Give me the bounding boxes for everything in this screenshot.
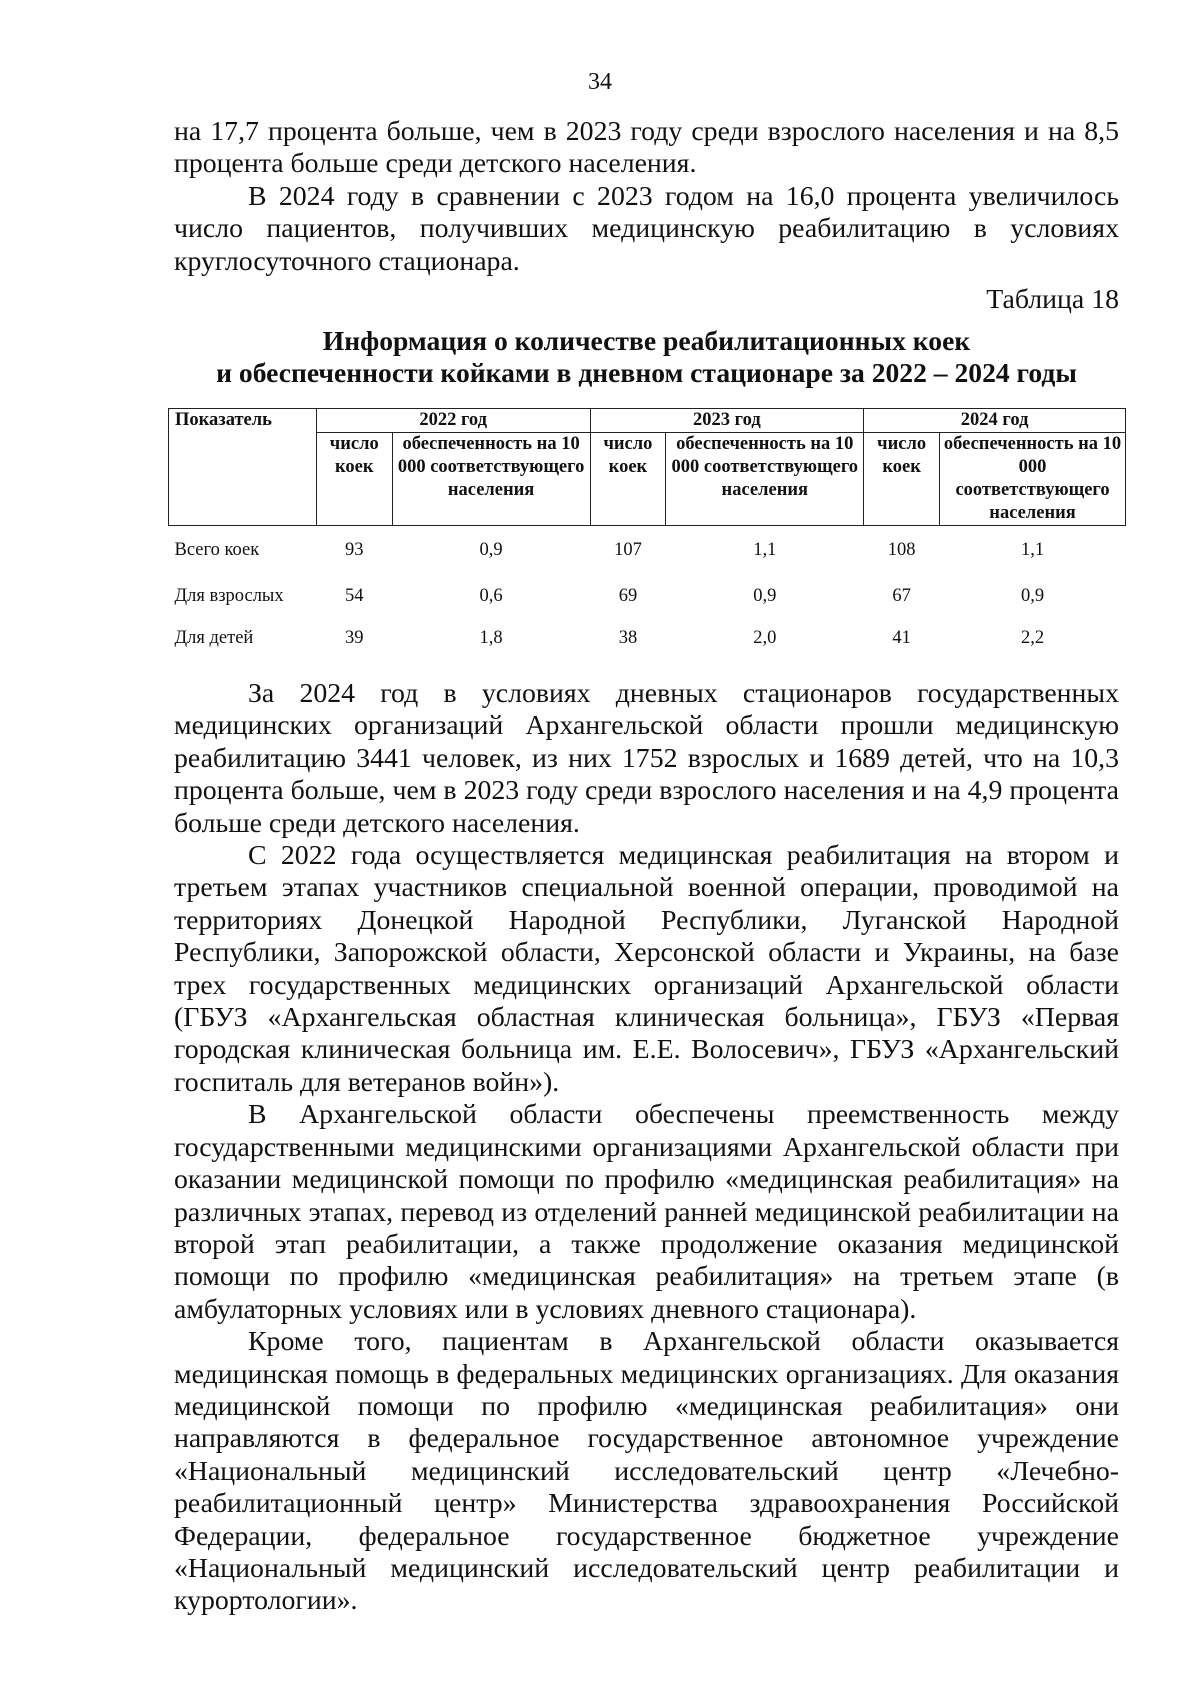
table-title-line-2: и обеспеченности койками в дневном стационаре за 2022 – 2024 годы xyxy=(216,357,1077,389)
intro-block xyxy=(174,116,1119,278)
header-year-2022: 2022 год xyxy=(316,408,590,432)
cell: 108 xyxy=(887,540,916,561)
cell: 1,1 xyxy=(753,540,777,561)
cell: 0,9 xyxy=(753,585,777,606)
cell: 39 xyxy=(344,627,364,648)
cell: 38 xyxy=(618,627,638,648)
subheader-count-2024: число коек xyxy=(864,432,940,525)
subheader-count-2022: число коек xyxy=(316,432,392,525)
subheader-ratio-2022: обеспеченность на 10 000 соответствующего населения xyxy=(392,432,590,525)
table-header-row xyxy=(169,408,1126,432)
subheader-ratio-2024: обеспеченность на 10 000 соответствующего населения xyxy=(940,432,1126,525)
beds-table xyxy=(168,408,1126,660)
table-section xyxy=(174,284,1122,659)
table-label: Таблица 18 xyxy=(986,284,1119,315)
row-label-children: Для детей xyxy=(174,627,254,648)
header-year-2024: 2024 год xyxy=(864,408,1126,432)
body-block xyxy=(174,678,1119,1618)
paragraph-continuity: В Архангельской области обеспечены преемственность между государственными медицинскими организациями Архангельской области при оказании медицинской помощи по профилю «медицинская реабилитация» на различных этапах, перевод из отделений ранней медицинской реабилитации на второй этап реабилитации, а также продолжение оказания медицинской помощи по профилю «медицинская реабилитация» на третьем этапе (в амбулаторных условиях или в условиях дневного стационара). xyxy=(174,1099,1119,1325)
header-year-2023: 2023 год xyxy=(590,408,864,432)
header-indicator: Показатель xyxy=(169,408,317,525)
paragraph-continuation: на 17,7 процента больше, чем в 2023 году среди взрослого населения и на 8,5 процента больше среди детского населения. xyxy=(174,116,1119,180)
paragraph-federal-organizations: Кроме того, пациентам в Архангельской области оказывается медицинская помощь в федеральных медицинских организациях. Для оказания медицинской помощи по профилю «медицинская реабилитация» они направляются в федеральное государственное автономное учреждение «Национальный медицинский исследовательский центр «Лечебно-реабилитационный центр» Министерства здравоохранения Российской Федерации, федеральное государственное бюджетное учреждение «Национальный медицинский исследовательский центр реабилитации и курортологии». xyxy=(174,1326,1119,1617)
cell: 93 xyxy=(344,540,364,561)
cell: 0,9 xyxy=(1020,585,1045,606)
table-row xyxy=(169,617,1126,659)
cell: 107 xyxy=(614,540,642,561)
subheader-ratio-2023: обеспеченность на 10 000 соответствующего населения xyxy=(666,432,864,525)
table-row xyxy=(169,525,1126,575)
row-label-total: Всего коек xyxy=(174,540,260,561)
cell: 67 xyxy=(892,585,911,606)
cell: 41 xyxy=(892,627,911,648)
cell: 0,9 xyxy=(479,540,503,561)
cell: 54 xyxy=(344,585,364,606)
paragraph-day-hospital: За 2024 год в условиях дневных стационаров государственных медицинских организаций Архангельской области прошли медицинскую реабилитацию 3441 человек, из них 1752 взрослых и 1689 детей, что на 10,3 процента больше, чем в 2023 году среди взрослого населения и на 4,9 процента больше среди детского населения. xyxy=(174,678,1119,839)
table-title-line-1: Информация о количестве реабилитационных коек xyxy=(322,325,971,356)
cell: 1,8 xyxy=(479,627,503,648)
cell: 2,2 xyxy=(1020,627,1045,648)
cell: 1,1 xyxy=(1020,540,1045,561)
row-label-adults: Для взрослых xyxy=(174,585,284,606)
cell: 0,6 xyxy=(479,585,503,606)
table-row xyxy=(169,575,1126,617)
paragraph-round-the-clock: В 2024 году в сравнении с 2023 годом на 16,0 процента увеличилось число пациентов, получивших медицинскую реабилитацию в условиях круглосуточного стационара. xyxy=(174,180,1119,277)
page-number: 34 xyxy=(588,69,612,95)
paragraph-svo-rehabilitation: С 2022 года осуществляется медицинская реабилитация на втором и третьем этапах участников специальной военной операции, проводимой на территориях Донецкой Народной Республики, Луганской Народной Республики, Запорожской области, Херсонской области и Украины, на базе трех государственных медицинских организаций Архангельской области (ГБУЗ «Архангельская областная клиническая больница», ГБУЗ «Первая городская клиническая больница им. Е.Е. Волосевич», ГБУЗ «Архангельский госпиталь для ветеранов войн»). xyxy=(174,840,1119,1098)
subheader-count-2023: число коек xyxy=(590,432,666,525)
cell: 69 xyxy=(618,585,638,606)
cell: 2,0 xyxy=(753,627,777,648)
